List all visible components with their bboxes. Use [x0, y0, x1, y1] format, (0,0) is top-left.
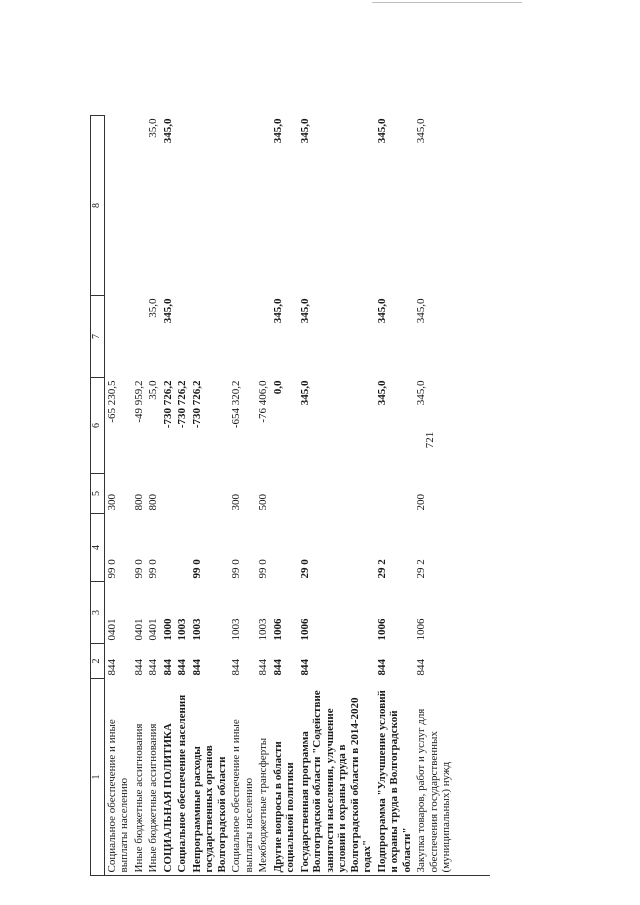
row-name-cell: Другие вопросы в области социальной политики: [271, 741, 296, 873]
admin-code-cell: 844: [161, 659, 174, 676]
row-name-cell: Иные бюджетные ассигнования: [132, 723, 145, 873]
expense-type-cell: [190, 474, 230, 514]
table-header: [91, 116, 105, 876]
table-row: [256, 116, 271, 876]
amount-year3-cell: 345,0: [375, 118, 388, 144]
amount-year1-cell: -76 406,0: [257, 380, 269, 423]
target-article-cell: 29 0: [298, 559, 311, 579]
section-code-cell: 1003: [190, 618, 203, 641]
expense-type-cell: [175, 474, 190, 514]
table-left-rule: [90, 875, 490, 876]
expense-type-cell: 800: [147, 494, 159, 511]
amount-year2-cell: 345,0: [298, 298, 311, 324]
amount-year2-cell: [104, 296, 132, 378]
expense-type-cell: 300: [230, 494, 242, 511]
amount-year2-cell: 345,0: [415, 298, 427, 324]
admin-code-cell: 844: [257, 659, 269, 676]
row-name-cell: Социальное обеспечение и иные выплаты населению: [105, 719, 130, 873]
amount-year3-cell: 345,0: [415, 118, 427, 144]
amount-year1-cell: -730 726,2: [190, 380, 203, 429]
amount-year3-cell: [132, 116, 147, 296]
row-name-cell: Закупка товаров, работ и услуг для обеспечения государственных (муниципальных) нужд: [415, 708, 452, 873]
row-name-cell: Социальное обеспечение населения: [176, 694, 188, 873]
amount-year1-cell: -654 320,2: [230, 380, 242, 429]
target-article-cell: 99 0: [147, 559, 159, 579]
table-row: [298, 116, 375, 876]
section-code-cell: 1006: [298, 618, 311, 641]
admin-code-cell: 844: [147, 659, 159, 676]
target-article-cell: [161, 514, 176, 582]
amount-year1-cell: -730 726,2: [161, 380, 174, 429]
admin-code-cell: 844: [415, 659, 427, 676]
row-name-cell: Государственная программа Волгоградской области "Содействие занятости населения, улучшение условий и охраны труда в Волгоградской области в 2014-2020 годах": [298, 690, 373, 873]
section-code-cell: 0401: [132, 618, 145, 641]
admin-code-cell: 844: [132, 659, 145, 676]
section-code-cell: 1003: [176, 618, 188, 641]
row-name-cell: Иные бюджетные ассигнования: [147, 723, 159, 873]
admin-code-cell: 844: [176, 659, 188, 676]
table-row: [190, 116, 230, 876]
table-row: [271, 116, 298, 876]
top-edge-rule: [372, 2, 522, 3]
admin-code-cell: 844: [105, 659, 118, 676]
section-code-cell: 1006: [271, 618, 284, 641]
header-col-3: 3: [91, 582, 105, 644]
expense-type-cell: 300: [105, 494, 118, 511]
amount-year1-cell: 345,0: [298, 380, 311, 406]
amount-year3-cell: 345,0: [298, 118, 311, 144]
amount-year2-cell: 345,0: [375, 298, 388, 324]
amount-year2-cell: [132, 296, 147, 378]
header-col-4: 4: [91, 514, 105, 582]
table-body: [104, 116, 454, 876]
table-row: [175, 116, 190, 876]
amount-year1-cell: 345,0: [375, 380, 388, 406]
amount-year3-cell: [175, 116, 190, 296]
amount-year3-cell: [229, 116, 256, 296]
target-article-cell: 99 0: [230, 559, 242, 579]
amount-year1-cell: 35,0: [147, 380, 159, 400]
header-row: [91, 116, 105, 876]
target-article-cell: 99 0: [132, 559, 145, 579]
amount-year3-cell: 35,0: [147, 118, 159, 138]
admin-code-cell: 844: [375, 659, 388, 676]
table-row: [375, 116, 415, 876]
expense-type-cell: 200: [415, 494, 427, 511]
row-name-cell: Непрограммные расходы государственных органов Волгоградской области: [190, 745, 228, 873]
admin-code-cell: 844: [298, 659, 311, 676]
table-row: [132, 116, 147, 876]
admin-code-cell: 844: [271, 659, 284, 676]
header-col-1: 1: [91, 679, 105, 876]
target-article-cell: [271, 514, 298, 582]
header-col-7: 7: [91, 296, 105, 378]
amount-year1-cell: 0,0: [271, 380, 284, 395]
section-code-cell: 0401: [147, 618, 159, 641]
amount-year3-cell: [190, 116, 230, 296]
table-row: [104, 116, 132, 876]
expense-type-cell: [271, 474, 298, 514]
amount-year1-cell: 345,0: [415, 380, 427, 406]
amount-year2-cell: 345,0: [271, 298, 284, 324]
table-row: [161, 116, 176, 876]
expense-type-cell: [161, 474, 176, 514]
amount-year2-cell: [175, 296, 190, 378]
row-name-cell: СОЦИАЛЬНАЯ ПОЛИТИКА: [161, 723, 174, 873]
amount-year1-cell: -49 959,2: [132, 380, 145, 423]
header-col-2: 2: [91, 644, 105, 679]
target-article-cell: 29 2: [375, 559, 388, 579]
section-code-cell: 1003: [257, 618, 269, 641]
page-number: 721: [424, 431, 436, 449]
amount-year2-cell: [190, 296, 230, 378]
expense-type-cell: [298, 474, 375, 514]
row-name-cell: Социальное обеспечение и иные выплаты населению: [230, 719, 255, 873]
target-article-cell: 99 0: [105, 559, 118, 579]
amount-year3-cell: 345,0: [161, 118, 174, 144]
table-row: [414, 116, 454, 876]
target-article-cell: 99 0: [190, 559, 203, 579]
amount-year3-cell: 345,0: [271, 118, 284, 144]
expense-type-cell: 500: [257, 494, 269, 511]
amount-year1-cell: -730 726,2: [176, 380, 188, 429]
section-code-cell: 1006: [415, 618, 427, 641]
budget-table: [90, 115, 454, 876]
amount-year3-cell: [256, 116, 271, 296]
header-col-5: 5: [91, 474, 105, 514]
section-code-cell: 1006: [375, 618, 388, 641]
amount-year2-cell: [256, 296, 271, 378]
admin-code-cell: 844: [190, 659, 203, 676]
section-code-cell: 1000: [161, 618, 174, 641]
target-article-cell: 29 2: [415, 559, 427, 579]
admin-code-cell: 844: [230, 659, 242, 676]
row-name-cell: Подпрограмма "Улучшение условий и охраны труда в Волгоградской области": [375, 690, 413, 873]
amount-year2-cell: 35,0: [147, 298, 159, 318]
header-col-6: 6: [91, 378, 105, 474]
expense-type-cell: 800: [132, 494, 145, 511]
rotated-table-wrapper: [90, 116, 490, 876]
row-name-cell: Межбюджетные трансферты: [257, 737, 269, 873]
section-code-cell: 0401: [105, 618, 118, 641]
table-row: [146, 116, 161, 876]
target-article-cell: [175, 514, 190, 582]
amount-year1-cell: -65 230,5: [105, 380, 118, 423]
table-row: [229, 116, 256, 876]
section-code-cell: 1003: [230, 618, 242, 641]
expense-type-cell: [375, 474, 415, 514]
amount-year3-cell: [104, 116, 132, 296]
target-article-cell: 99 0: [257, 559, 269, 579]
header-col-8: 8: [91, 116, 105, 296]
amount-year2-cell: 345,0: [161, 298, 174, 324]
amount-year2-cell: [229, 296, 256, 378]
